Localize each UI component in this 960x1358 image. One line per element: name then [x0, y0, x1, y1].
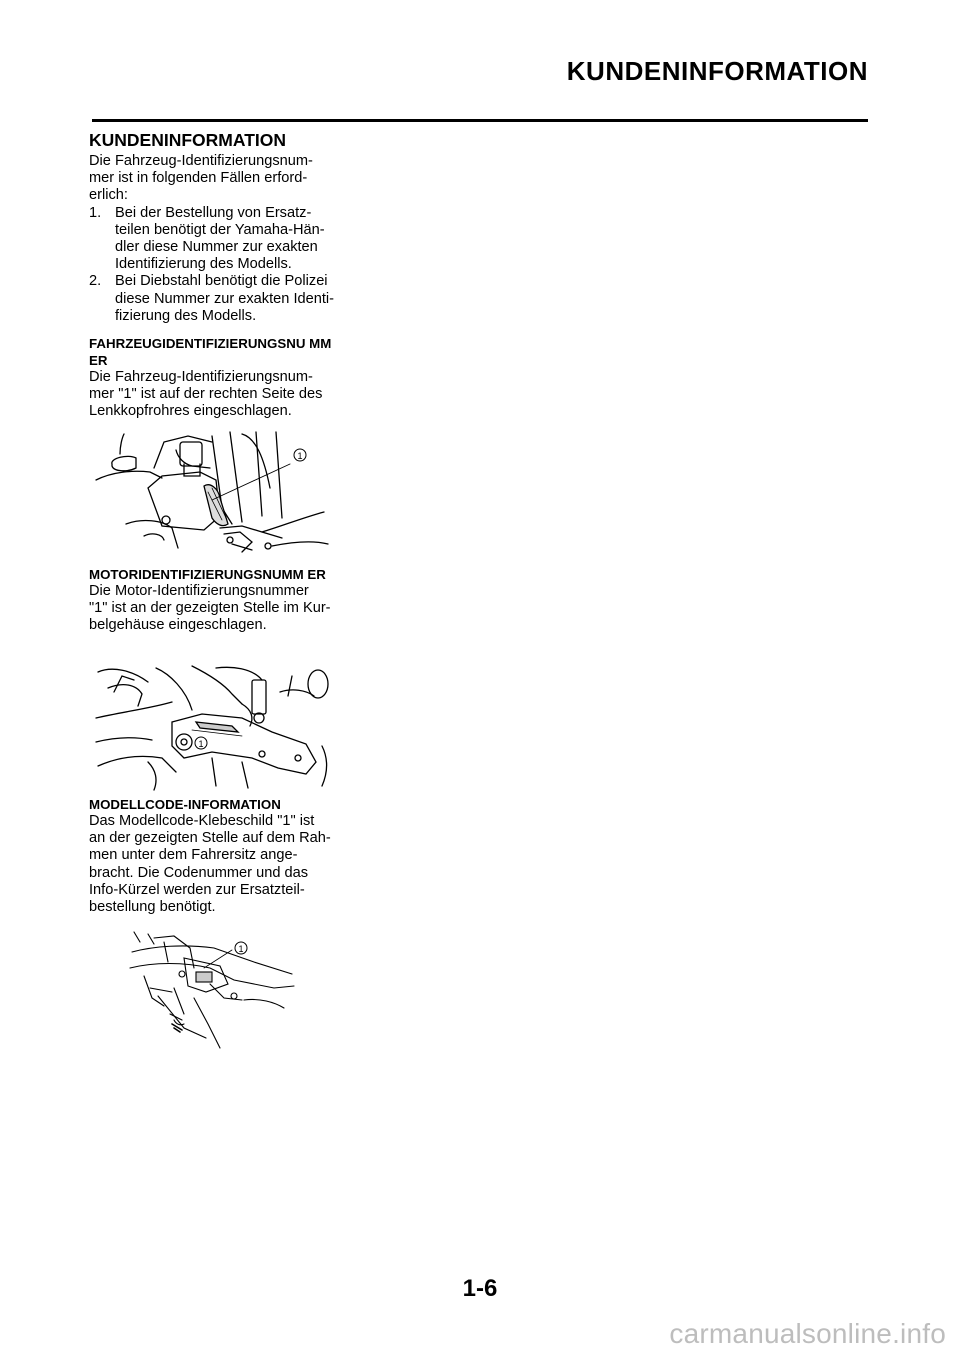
engine-block	[89, 566, 339, 635]
list-line: Bei der Bestellung von Ersatz-	[115, 204, 312, 221]
vin-line: Die Fahrzeug-Identifizierungsnum-	[89, 369, 313, 386]
header-rule	[92, 119, 868, 122]
vin-paragraph	[89, 369, 339, 421]
vin-line: mer "1" ist auf der rechten Seite des	[89, 386, 323, 403]
model-line: bracht. Die Codenummer und das	[89, 864, 309, 881]
list-number: 2.	[89, 273, 102, 290]
model-title: MODELLCODE-INFORMATION	[89, 797, 281, 812]
vin-location-figure	[92, 428, 332, 558]
list-line: diese Nummer zur exakten Identi-	[115, 290, 334, 307]
intro-line: erlich:	[89, 187, 128, 204]
list-number: 1.	[89, 204, 102, 221]
list-line: teilen benötigt der Yamaha-Hän-	[115, 221, 325, 238]
vin-callout-label: 1	[297, 451, 303, 461]
engine-callout-label: 1	[198, 739, 204, 749]
list-line: dler diese Nummer zur exakten	[115, 239, 318, 256]
engine-line: "1" ist an der gezeigten Stelle im Kur-	[89, 600, 331, 617]
list-item	[89, 205, 339, 274]
section-title: KUNDENINFORMATION	[89, 130, 287, 150]
model-line: Info-Kürzel werden zur Ersatzteil-	[89, 881, 305, 898]
vin-line: Lenkkopfrohres eingeschlagen.	[89, 403, 292, 420]
watermark: carmanualsonline.info	[669, 1318, 946, 1349]
list-line: fizierung des Modells.	[115, 307, 257, 324]
model-code-figure	[124, 928, 299, 1053]
engine-title: MOTORIDENTIFIZIERUNGSNUMM ER	[89, 567, 326, 582]
content-column	[89, 130, 339, 421]
model-block	[89, 796, 339, 916]
engine-number-figure	[92, 662, 332, 792]
list-item	[89, 273, 339, 325]
model-line: bestellung benötigt.	[89, 899, 216, 916]
intro-line: Die Fahrzeug-Identifizierungsnum-	[89, 153, 313, 169]
engine-line: belgehäuse eingeschlagen.	[89, 617, 267, 634]
model-line: men unter dem Fahrersitz ange-	[89, 847, 298, 864]
engine-line: Die Motor-Identifizierungsnummer	[89, 583, 309, 599]
intro-paragraph	[89, 153, 339, 205]
model-callout-label: 1	[238, 944, 244, 954]
model-paragraph	[89, 813, 339, 916]
page-header-title: KUNDENINFORMATION	[566, 56, 868, 86]
reasons-list	[89, 205, 339, 325]
page-number: 1-6	[462, 1275, 498, 1302]
model-line: an der gezeigten Stelle auf dem Rah-	[89, 830, 331, 847]
list-line: Bei Diebstahl benötigt die Polizei	[115, 273, 328, 290]
model-line: Das Modellcode-Klebeschild "1" ist	[89, 813, 315, 829]
vin-title: FAHRZEUGIDENTIFIZIERUNGSNU MMER	[89, 336, 332, 369]
engine-paragraph	[89, 583, 339, 635]
list-line: Identifizierung des Modells.	[115, 256, 292, 273]
intro-line: mer ist in folgenden Fällen erford-	[89, 170, 308, 187]
